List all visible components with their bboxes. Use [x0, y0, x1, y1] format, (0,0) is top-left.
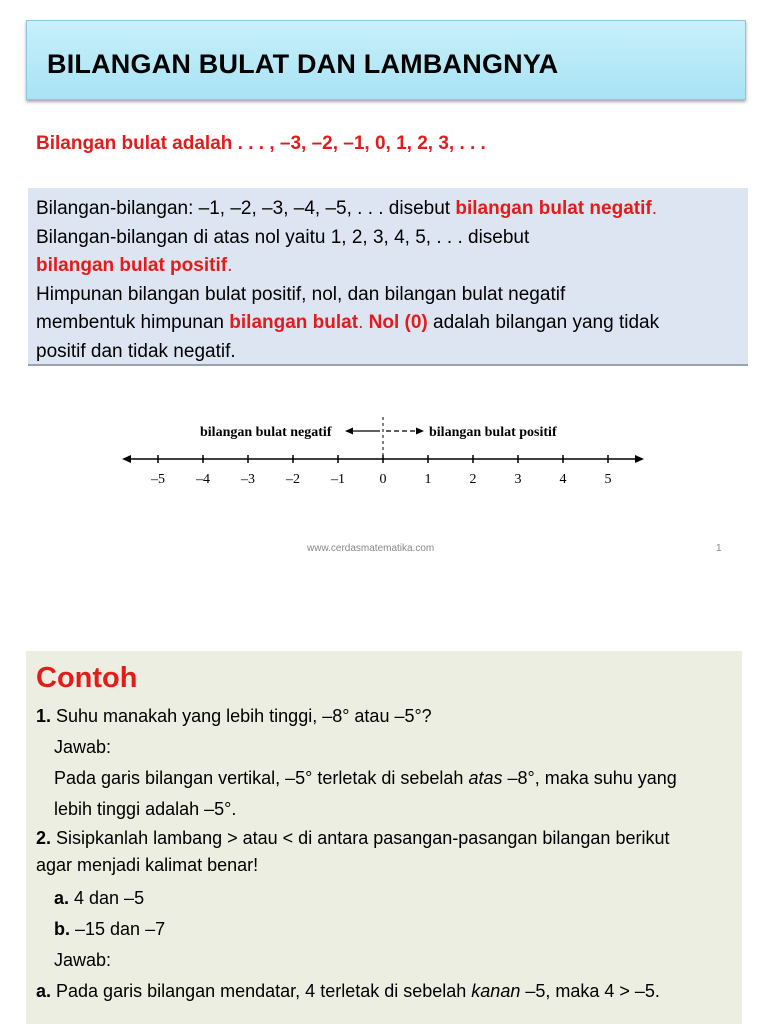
- page-title: BILANGAN BULAT DAN LAMBANGNYA: [47, 49, 559, 79]
- page-number: 1: [716, 543, 722, 554]
- info-line-4: Himpunan bilangan bulat positif, nol, dan bilangan bulat negatif: [36, 283, 566, 305]
- sub-text: 4 dan –5: [69, 888, 145, 908]
- info-line-2: Bilangan-bilangan di atas nol yaitu 1, 2, 3, 4, 5, . . . disebut: [36, 226, 530, 248]
- tick-label: 2: [469, 472, 477, 487]
- info-text: Bilangan-bilangan: –1, –2, –3, –4, –5, . . . disebut: [36, 198, 456, 219]
- highlight-negative: bilangan bulat negatif: [455, 198, 652, 219]
- highlight-positive: bilangan bulat positif: [36, 255, 228, 276]
- answer-emphasis: kanan: [471, 981, 521, 1001]
- question-text: Suhu manakah yang lebih tinggi, –8° atau –5°?: [51, 706, 432, 726]
- definition-line: Bilangan bulat adalah . . . , –3, –2, –1, 0, 1, 2, 3, . . .: [36, 133, 486, 154]
- question-number: 2.: [36, 828, 52, 848]
- answer-1-line-1: [36, 763, 732, 794]
- tick-label: –2: [286, 472, 300, 487]
- sub-text: –15 dan –7: [70, 919, 166, 939]
- info-line-6: positif dan tidak negatif.: [36, 340, 236, 362]
- title-bar: [26, 20, 746, 100]
- answer-label-2: Jawab:: [54, 950, 112, 970]
- punctuation: .: [358, 312, 369, 333]
- negative-label: bilangan bulat negatif: [200, 425, 332, 440]
- question-1: [36, 701, 732, 732]
- question-number: 1.: [36, 706, 52, 726]
- answer-text: –5, maka 4 > –5.: [520, 981, 660, 1001]
- answer-text: Pada garis bilangan vertikal, –5° terletak di sebelah: [54, 768, 469, 788]
- info-line-1: [36, 195, 740, 224]
- sub-question-b: [36, 914, 732, 945]
- tick-label: –5: [151, 472, 165, 487]
- highlight-zero: Nol (0): [368, 312, 428, 333]
- tick-label: 3: [514, 472, 522, 487]
- axis-right-arrow-icon: [635, 455, 644, 463]
- negative-arrowhead-icon: [345, 428, 353, 435]
- axis-left-arrow-icon: [122, 455, 131, 463]
- tick-label: –1: [331, 472, 345, 487]
- positive-label: bilangan bulat positif: [429, 425, 557, 440]
- info-line-5: [36, 309, 740, 338]
- info-text: adalah bilangan yang tidak: [427, 312, 660, 333]
- info-text: membentuk himpunan: [36, 312, 230, 333]
- example-heading: Contoh: [36, 662, 138, 694]
- sub-label: a.: [36, 981, 52, 1001]
- tick-label: 5: [604, 472, 612, 487]
- footer-url: www.cerdasmatematika.com: [307, 543, 435, 554]
- sub-question-a: [36, 883, 732, 914]
- example-box: [26, 651, 742, 1024]
- answer-text: Pada garis bilangan mendatar, 4 terletak di sebelah: [51, 981, 472, 1001]
- tick-label: –3: [241, 472, 255, 487]
- tick-label: –4: [196, 472, 210, 487]
- punctuation: .: [227, 255, 233, 276]
- answer-1-line-2: lebih tinggi adalah –5°.: [54, 799, 237, 819]
- tick-label: 1: [424, 472, 432, 487]
- info-box: [28, 188, 748, 366]
- tick-label: 4: [559, 472, 567, 487]
- highlight-integers: bilangan bulat: [229, 312, 359, 333]
- positive-arrowhead-icon: [416, 428, 424, 435]
- answer-text: –8°, maka suhu yang: [502, 768, 677, 788]
- punctuation: .: [651, 198, 657, 219]
- answer-label: Jawab:: [54, 737, 112, 757]
- info-line-3: [36, 252, 740, 281]
- sub-label: b.: [54, 919, 70, 939]
- tick-label: 0: [379, 472, 387, 487]
- answer-emphasis: atas: [468, 768, 503, 788]
- question-2-line-1: [36, 825, 732, 852]
- number-line-diagram: [118, 415, 648, 495]
- sub-label: a.: [54, 888, 70, 908]
- question-2-line-2: agar menjadi kalimat benar!: [36, 855, 259, 875]
- answer-a: [36, 976, 732, 1007]
- question-text: Sisipkanlah lambang > atau < di antara pasangan-pasangan bilangan berikut: [51, 828, 670, 848]
